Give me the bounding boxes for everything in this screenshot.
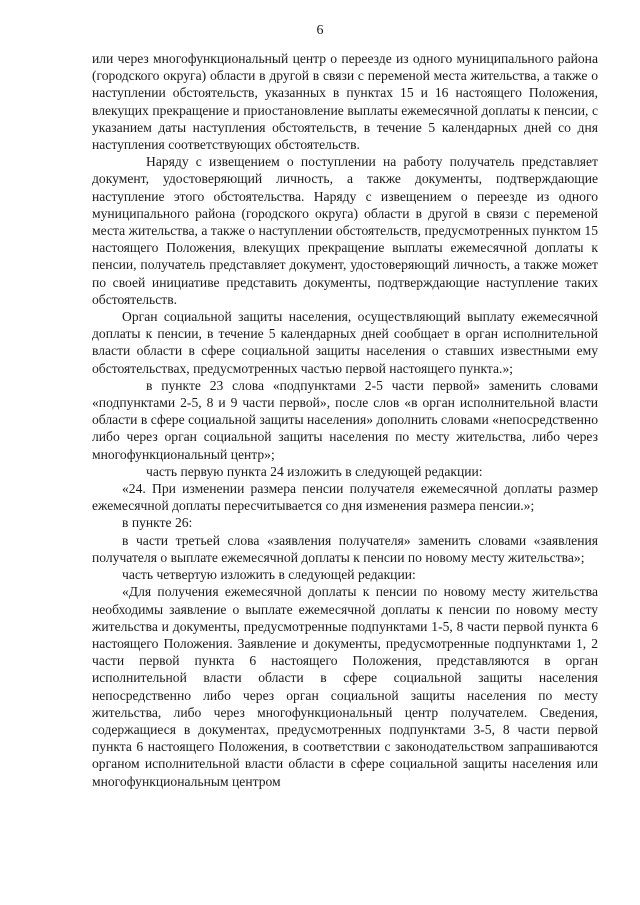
paragraph: Орган социальной защиты населения, осуществляющий выплату ежемесячной доплаты к пенсии, в течение 5 календарных дней сообщает в орган исполнительной власти области в сфере социальной защиты населения о ставших известными ему обстоятельствах, предусмотренных частью первой настоящего пункта.»; [92, 309, 598, 376]
paragraph: часть первую пункта 24 изложить в следующей редакции: [146, 463, 483, 479]
paragraph: или через многофункциональный центр о переезде из одного муниципального района (городского округа) области в другой в связи с переменой места жительства, а также о наступлении обстоятельств, указанных в пунктах 15 и 16 настоящего Положения, влекущих прекращение и приостановление выплаты ежемесячной доплаты к пенсии, с указанием даты наступления обстоятельств, в течение 5 календарных дней со дня наступления соответствующих обстоятельств. [92, 51, 598, 153]
paragraph: в пункте 23 слова «подпунктами 2-5 части первой» заменить словами «подпунктами 2-5, 8 и 9 части первой», после слов «в орган исполнительной власти области в сфере социальной защиты населения» дополнить словами «непосредственно либо через орган социальной защиты населения по месту жительства, либо через многофункциональный центр»; [92, 377, 598, 462]
paragraph: «24. При изменении размера пенсии получателя ежемесячной доплаты размер ежемесячной доплаты пересчитывается со дня изменения размера пенсии.»; [92, 481, 598, 514]
paragraph: Наряду с извещением о поступлении на работу получатель представляет документ, удостоверяющий личность, а также документы, подтверждающие наступление этого обстоятельства. Наряду с извещением о переезде из одного муниципального района (городского округа) области в другой в связи с переменой места жительства, а также о наступлении обстоятельств, предусмотренных пунктом 15 настоящего Положения, влекущих прекращение выплаты ежемесячной доплаты к пенсии, получатель представляет документ, удостоверяющий личность, а также может по своей инициативе представить документы, подтверждающие наступление таких обстоятельств. [92, 154, 598, 307]
paragraph: «Для получения ежемесячной доплаты к пенсии по новому месту жительства необходимы заявление о выплате ежемесячной доплаты к пенсии по новому месту жительства и документы, предусмотренные подпунктами 1-5, 8 части первой пункта 6 настоящего Положения. Заявление и документы, предусмотренные подпунктами 1, 2 части первой пункта 6 настоящего Положения, представляются в орган исполнительной власти области в сфере социальной защиты населения непосредственно либо через орган социальной защиты населения по месту жительства, либо через многофункциональный центр получателем. Сведения, содержащиеся в документах, предусмотренных подпунктами 3-5, 8 части первой пункта 6 настоящего Положения, в соответствии с законодательством запрашиваются органом исполнительной власти области в сфере социальной защиты населения или многофункциональным центром [92, 584, 598, 789]
document-body [92, 50, 598, 790]
paragraph: в пункте 26: [122, 515, 193, 531]
page-number: 6 [316, 23, 324, 38]
paragraph: в части третьей слова «заявления получателя» заменить словами «заявления получателя о выплате ежемесячной доплаты к пенсии по новому месту жительства»; [92, 532, 598, 565]
paragraph: часть четвертую изложить в следующей редакции: [122, 567, 416, 583]
